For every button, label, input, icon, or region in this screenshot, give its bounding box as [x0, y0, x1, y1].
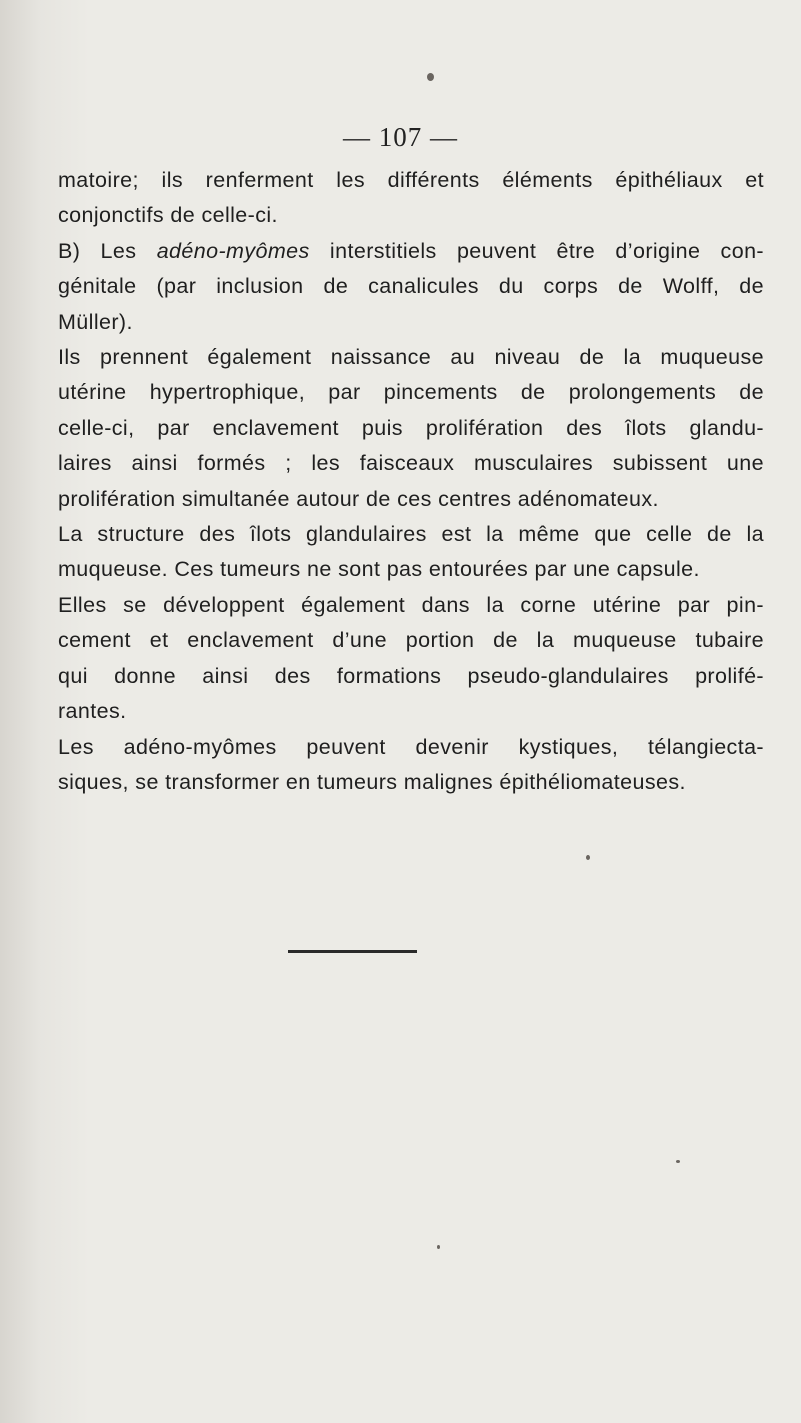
text-line: Ils prennent également naissance au niveau de la muqueuse: [58, 345, 764, 370]
text-line: matoire; ils renferment les différents éléments épithéliaux et: [58, 168, 764, 192]
text-line: Müller).: [58, 309, 133, 334]
term-adeno-myomes: adéno-myômes: [156, 238, 310, 263]
paper-speck: [427, 73, 434, 81]
text-line: cement et enclavement d’une portion de la muqueuse tubaire: [58, 628, 764, 653]
text-line: La structure des îlots glandulaires est la même que celle de la: [58, 522, 764, 547]
text-line: siques, se transformer en tumeurs malignes épithéliomateuses.: [58, 769, 686, 794]
body-text: [58, 163, 764, 800]
text-line: rantes.: [58, 699, 127, 724]
section-rule: [288, 950, 417, 953]
paper-speck: [586, 855, 590, 860]
text-line: conjonctifs de celle-ci.: [58, 203, 278, 228]
text-line: génitale (par inclusion de canalicules du corps de Wolff, de: [58, 274, 764, 299]
text-line-with-term: [58, 234, 764, 269]
paper-speck: [676, 1160, 680, 1163]
text-fragment: interstitiels peuvent être d’origine con-: [309, 238, 764, 263]
text-line: Les adéno-myômes peuvent devenir kystiques, télangiecta-: [58, 734, 764, 759]
text-line: prolifération simultanée autour de ces centres adénomateux.: [58, 486, 659, 511]
text-line: utérine hypertrophique, par pincements de prolongements de: [58, 380, 764, 405]
page-number: — 107 —: [343, 122, 458, 152]
paper-speck: [437, 1245, 440, 1249]
text-line: Elles se développent également dans la corne utérine par pin-: [58, 592, 764, 617]
text-line: celle-ci, par enclavement puis prolifération des îlots glandu-: [58, 415, 764, 440]
text-line: laires ainsi formés ; les faisceaux musculaires subissent une: [58, 451, 764, 476]
text-line: muqueuse. Ces tumeurs ne sont pas entourées par une capsule.: [58, 557, 700, 582]
section-label: B) Les: [58, 238, 157, 263]
text-line: qui donne ainsi des formations pseudo-glandulaires prolifé-: [58, 663, 764, 688]
